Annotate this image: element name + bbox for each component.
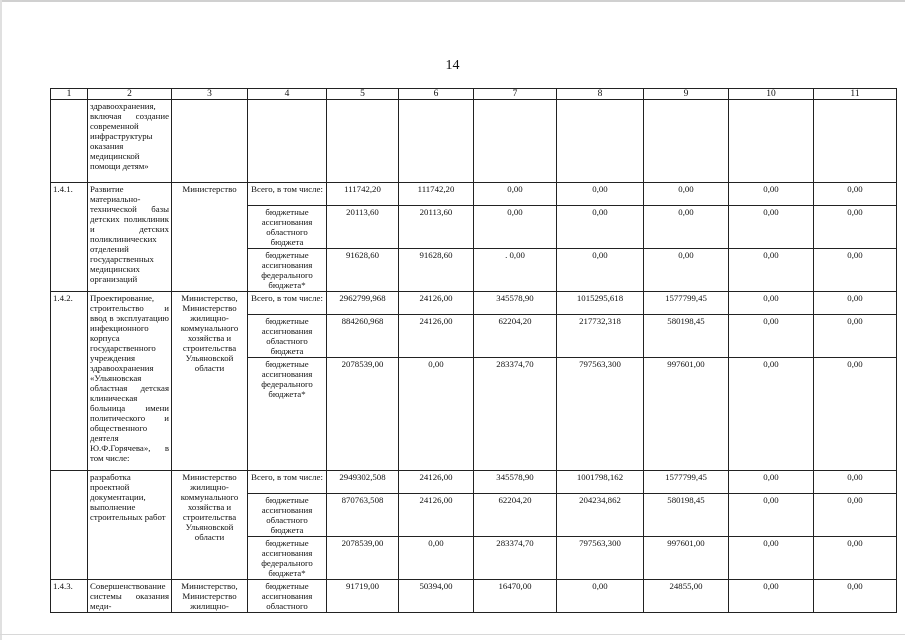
- header-cell: 2: [88, 89, 172, 100]
- table-row: [51, 100, 897, 183]
- item-description: здравоохранения, включая создание современной инфраструктуры оказания медицинской помощи детям»: [88, 100, 172, 183]
- value-cell: 345578,90: [474, 292, 557, 315]
- value-cell: 870763,508: [327, 494, 399, 537]
- value-cell: 62204,20: [474, 494, 557, 537]
- value-cell: 0,00: [814, 494, 897, 537]
- item-number: 1.4.1.: [51, 183, 88, 292]
- value-cell: 0,00: [557, 580, 644, 613]
- table-row: [51, 580, 897, 613]
- value-cell: 0,00: [729, 183, 814, 206]
- scan-edge-bottom: [0, 634, 905, 635]
- funding-source: Всего, в том числе:: [248, 183, 327, 206]
- value-cell: [474, 100, 557, 183]
- value-cell: 1015295,618: [557, 292, 644, 315]
- value-cell: 24126,00: [399, 292, 474, 315]
- item-number: 1.4.2.: [51, 292, 88, 471]
- header-cell: 5: [327, 89, 399, 100]
- value-cell: 1577799,45: [644, 292, 729, 315]
- value-cell: 0,00: [399, 537, 474, 580]
- value-cell: 0,00: [729, 292, 814, 315]
- page-number: 14: [445, 58, 460, 73]
- value-cell: [557, 100, 644, 183]
- value-cell: 2962799,968: [327, 292, 399, 315]
- value-cell: 91628,60: [399, 249, 474, 292]
- value-cell: 2949302,508: [327, 471, 399, 494]
- header-cell: 4: [248, 89, 327, 100]
- header-cell: 8: [557, 89, 644, 100]
- scan-edge-top: [0, 0, 905, 2]
- value-cell: 24126,00: [399, 471, 474, 494]
- header-cell: 1: [51, 89, 88, 100]
- value-cell: 884260,968: [327, 315, 399, 358]
- value-cell: 580198,45: [644, 315, 729, 358]
- value-cell: 0,00: [814, 358, 897, 471]
- funding-source: Всего, в том числе:: [248, 471, 327, 494]
- responsible-party: Министерство, Министерство жилищно-коммунального хозяйства и строительства Ульяновской области: [172, 292, 248, 471]
- value-cell: 0,00: [557, 183, 644, 206]
- value-cell: 1001798,162: [557, 471, 644, 494]
- value-cell: 16470,00: [474, 580, 557, 613]
- value-cell: 283374,70: [474, 537, 557, 580]
- value-cell: 20113,60: [327, 206, 399, 249]
- value-cell: 217732,318: [557, 315, 644, 358]
- value-cell: 0,00: [814, 315, 897, 358]
- item-description: Развитие материально-технической базы детских поликлиник и детских поликлинических отделений государственных медицинских организаций: [88, 183, 172, 292]
- value-cell: 797563,300: [557, 537, 644, 580]
- value-cell: 0,00: [814, 249, 897, 292]
- value-cell: [644, 100, 729, 183]
- funding-source: бюджетные ассигнования областного: [248, 580, 327, 613]
- value-cell: 24855,00: [644, 580, 729, 613]
- header-cell: 10: [729, 89, 814, 100]
- value-cell: 50394,00: [399, 580, 474, 613]
- value-cell: 0,00: [814, 292, 897, 315]
- value-cell: 91628,60: [327, 249, 399, 292]
- responsible-party: Министерство, Министерство жилищно-: [172, 580, 248, 613]
- value-cell: 0,00: [729, 358, 814, 471]
- header-cell: 9: [644, 89, 729, 100]
- value-cell: 0,00: [474, 206, 557, 249]
- value-cell: 62204,20: [474, 315, 557, 358]
- value-cell: 111742,20: [399, 183, 474, 206]
- header-cell: 3: [172, 89, 248, 100]
- value-cell: 0,00: [729, 471, 814, 494]
- item-number: [51, 100, 88, 183]
- table-header-row: [51, 89, 897, 100]
- value-cell: 0,00: [814, 206, 897, 249]
- value-cell: 0,00: [729, 494, 814, 537]
- value-cell: 20113,60: [399, 206, 474, 249]
- value-cell: 580198,45: [644, 494, 729, 537]
- value-cell: 0,00: [729, 249, 814, 292]
- value-cell: 0,00: [474, 183, 557, 206]
- value-cell: [327, 100, 399, 183]
- value-cell: 204234,862: [557, 494, 644, 537]
- value-cell: [814, 100, 897, 183]
- value-cell: 997601,00: [644, 537, 729, 580]
- value-cell: 0,00: [557, 249, 644, 292]
- value-cell: . 0,00: [474, 249, 557, 292]
- responsible-party: Министерство: [172, 183, 248, 292]
- item-description: разработка проектной документации, выполнение строительных работ: [88, 471, 172, 580]
- scan-edge-left: [0, 0, 2, 640]
- value-cell: 0,00: [644, 249, 729, 292]
- funding-source: бюджетные ассигнования федерального бюджета*: [248, 537, 327, 580]
- value-cell: 111742,20: [327, 183, 399, 206]
- value-cell: 0,00: [399, 358, 474, 471]
- funding-source: бюджетные ассигнования областного бюджета: [248, 206, 327, 249]
- value-cell: 345578,90: [474, 471, 557, 494]
- funding-source: бюджетные ассигнования областного бюджета: [248, 315, 327, 358]
- budget-table: [50, 88, 897, 613]
- item-description: Совершенствование системы оказания меди-: [88, 580, 172, 613]
- table-row: [51, 183, 897, 206]
- value-cell: 0,00: [814, 537, 897, 580]
- item-number: 1.4.3.: [51, 580, 88, 613]
- value-cell: 2078539,00: [327, 358, 399, 471]
- value-cell: 0,00: [814, 183, 897, 206]
- value-cell: 91719,00: [327, 580, 399, 613]
- value-cell: 0,00: [729, 580, 814, 613]
- value-cell: 1577799,45: [644, 471, 729, 494]
- value-cell: [399, 100, 474, 183]
- value-cell: 0,00: [729, 315, 814, 358]
- header-cell: 7: [474, 89, 557, 100]
- value-cell: 0,00: [729, 537, 814, 580]
- funding-source: бюджетные ассигнования федерального бюджета*: [248, 249, 327, 292]
- responsible-party: [172, 100, 248, 183]
- value-cell: 0,00: [814, 580, 897, 613]
- value-cell: 0,00: [814, 471, 897, 494]
- item-number: [51, 471, 88, 580]
- table-row: [51, 292, 897, 315]
- funding-source: бюджетные ассигнования областного бюджета: [248, 494, 327, 537]
- funding-source: Всего, в том числе:: [248, 292, 327, 315]
- funding-source: бюджетные ассигнования федерального бюджета*: [248, 358, 327, 471]
- value-cell: 24126,00: [399, 494, 474, 537]
- item-description: Проектирование, строительство и ввод в эксплуатацию инфекционного корпуса государственного учреждения здравоохранения «Ульяновская областная детская клиническая больница имени политического и общественного деятеля Ю.Ф.Горячева», в том числе:: [88, 292, 172, 471]
- table-row: [51, 471, 897, 494]
- value-cell: 2078539,00: [327, 537, 399, 580]
- value-cell: 283374,70: [474, 358, 557, 471]
- value-cell: 24126,00: [399, 315, 474, 358]
- value-cell: 0,00: [729, 206, 814, 249]
- value-cell: 797563,300: [557, 358, 644, 471]
- responsible-party: Министерство жилищно-коммунального хозяйства и строительства Ульяновской области: [172, 471, 248, 580]
- value-cell: 0,00: [557, 206, 644, 249]
- header-cell: 11: [814, 89, 897, 100]
- value-cell: 0,00: [644, 206, 729, 249]
- value-cell: 0,00: [644, 183, 729, 206]
- value-cell: [729, 100, 814, 183]
- value-cell: 997601,00: [644, 358, 729, 471]
- header-cell: 6: [399, 89, 474, 100]
- funding-source: [248, 100, 327, 183]
